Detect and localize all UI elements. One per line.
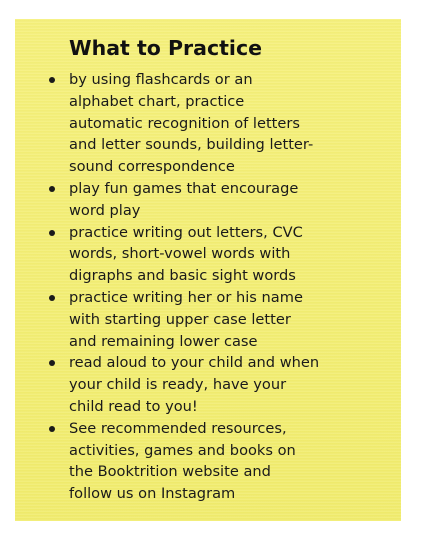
list-item-line: activities, games and books on <box>69 441 296 459</box>
note-title: What to Practice <box>69 36 262 60</box>
list-item-line: child read to you! <box>69 397 198 415</box>
list-item-line: play fun games that encourage <box>69 179 299 197</box>
list-item-line: your child is ready, have your <box>69 376 287 394</box>
list-item-line: by using flashcards or an <box>69 71 253 88</box>
list-item <box>15 178 401 222</box>
bullet-icon <box>49 230 55 236</box>
list-item-line: practice writing her or his name <box>69 288 303 306</box>
bullet-icon <box>49 186 55 192</box>
list-item-line: word play <box>69 201 141 219</box>
list-item-line: read aloud to your child and when <box>69 354 320 372</box>
bullet-icon <box>49 426 55 432</box>
sticky-note <box>15 19 401 521</box>
list-item-line: with starting upper case letter <box>69 310 291 328</box>
list-item-line: automatic recognition of letters <box>69 114 300 132</box>
list-item <box>15 222 401 287</box>
list-item-line: follow us on Instagram <box>69 485 236 503</box>
list-item-line: words, short-vowel words with <box>69 245 291 263</box>
bullet-icon <box>49 360 55 366</box>
list-item-line: and letter sounds, building letter- <box>69 136 314 154</box>
list-item <box>15 352 401 417</box>
list-item-line: practice writing out letters, CVC <box>69 223 303 241</box>
list-item-line: alphabet chart, practice <box>69 92 245 110</box>
list-item-line: and remaining lower case <box>69 332 258 350</box>
list-item <box>15 418 401 505</box>
bullet-icon <box>49 77 55 83</box>
practice-list <box>15 69 401 505</box>
list-item-line: the Booktrition website and <box>69 463 271 481</box>
list-item <box>15 287 401 352</box>
list-item-line: digraphs and basic sight words <box>69 267 296 285</box>
list-item-line: sound correspondence <box>69 158 235 176</box>
list-item-line: See recommended resources, <box>69 419 287 437</box>
bullet-icon <box>49 295 55 301</box>
list-item <box>15 69 401 178</box>
